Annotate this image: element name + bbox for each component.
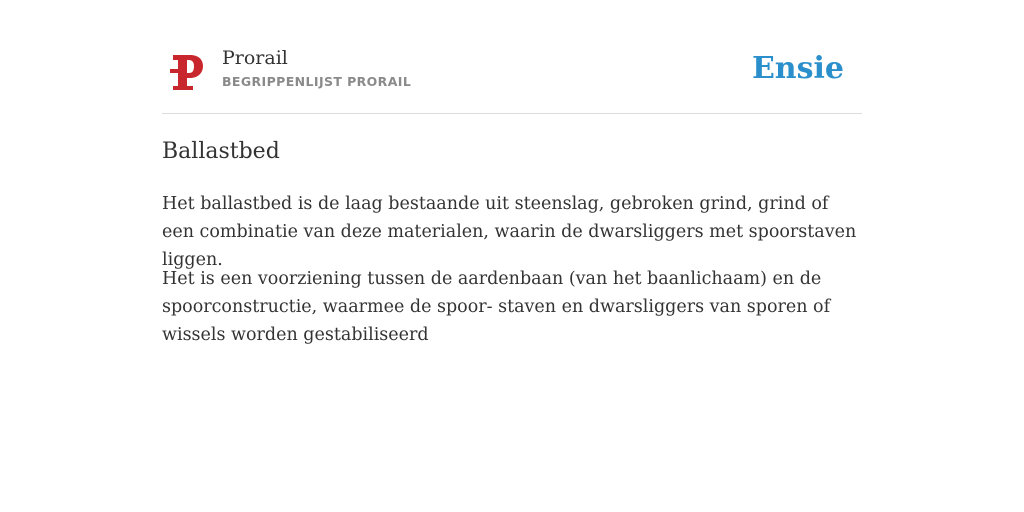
ensie-brand-logo[interactable]: Ensie: [751, 51, 844, 86]
content-container: [162, 0, 862, 345]
definition-paragraph-2: Het is een voorziening tussen de aardenbaan (van het baanlichaam) en de spoorconstructie, waarmee de spoor- staven en dwarsliggers van sporen of wissels worden gestabiliseerd: [162, 269, 831, 345]
org-name[interactable]: Prorail: [222, 47, 288, 69]
prorail-p-logo-icon[interactable]: [170, 53, 204, 91]
org-subtitle[interactable]: BEGRIPPENLIJST PRORAIL: [222, 74, 412, 89]
entry-term-title: Ballastbed: [162, 139, 280, 164]
header: [162, 0, 862, 114]
definition-paragraph-1: Het ballastbed is de laag bestaande uit steenslag, gebroken grind, grind of een combinatie van deze materialen, waarin de dwarsliggers met spoorstaven liggen.: [162, 194, 857, 270]
